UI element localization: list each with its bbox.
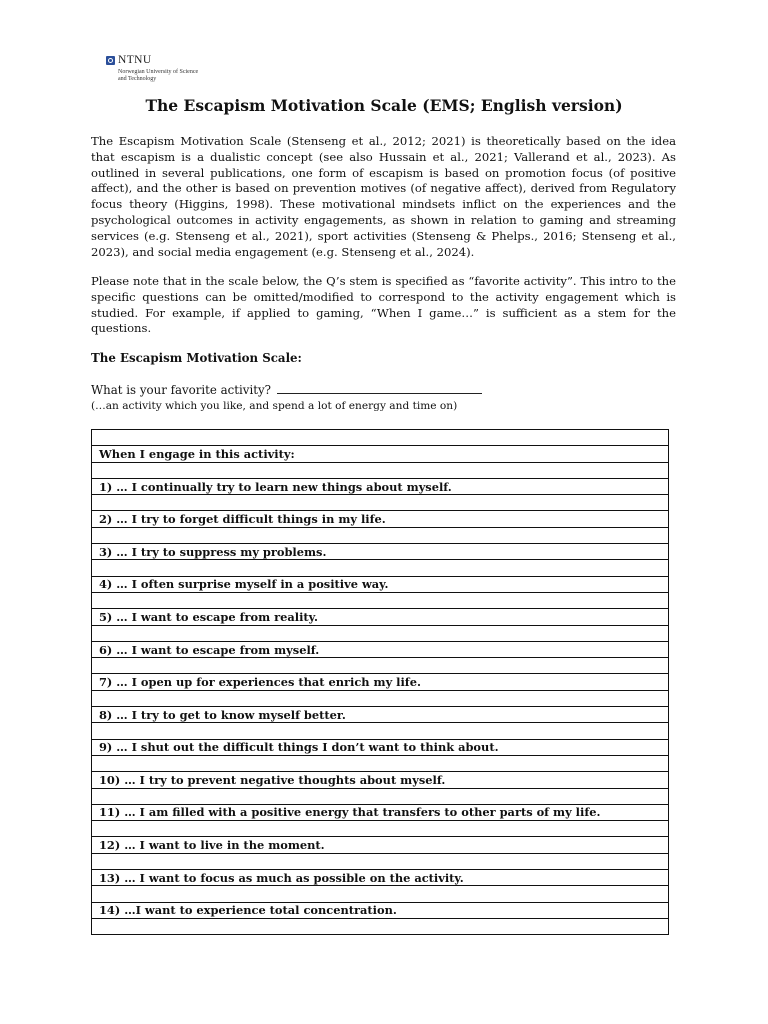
table-cell-blank [92, 658, 669, 674]
table-row-blank [92, 918, 669, 934]
table-cell-blank [92, 592, 669, 608]
table-cell-blank [92, 430, 669, 446]
ems-item: 13) … I want to focus as much as possible on the activity. [92, 870, 669, 886]
logo-subtitle: Norwegian University of Science and Technology [118, 69, 199, 82]
ems-item: 8) … I try to get to know myself better. [92, 707, 669, 723]
table-row [92, 641, 669, 657]
question-hint: (…an activity which you like, and spend a lot of energy and time on) [91, 400, 458, 412]
table-row-blank [92, 690, 669, 706]
table-row-blank [92, 658, 669, 674]
table-row-blank [92, 821, 669, 837]
favorite-activity-question [91, 383, 482, 397]
ems-item: 3) … I try to suppress my problems. [92, 544, 669, 560]
table-row [92, 902, 669, 918]
ems-item: 9) … I shut out the difficult things I don’t want to think about. [92, 739, 669, 755]
table-row-blank [92, 853, 669, 869]
table-row-blank [92, 527, 669, 543]
table-row-blank [92, 788, 669, 804]
table-cell-blank [92, 886, 669, 902]
table-cell-blank [92, 462, 669, 478]
table-row-blank [92, 592, 669, 608]
table-row-blank [92, 462, 669, 478]
note-paragraph: Please note that in the scale below, the Q’s stem is specified as “favorite activity”. This intro to the specific questions can be omitted/modified to correspond to the activity engagement which is studied. For example, if applied to gaming, “When I game…” is sufficient as a stem for the questions. [91, 274, 676, 336]
ntnu-logo-icon [106, 56, 115, 65]
ems-item: 1) … I continually try to learn new things about myself. [92, 478, 669, 494]
table-cell-blank [92, 560, 669, 576]
table-row-stem [92, 446, 669, 462]
ems-item: 10) … I try to prevent negative thoughts about myself. [92, 772, 669, 788]
table-row [92, 674, 669, 690]
table-cell-blank [92, 918, 669, 934]
table-row [92, 772, 669, 788]
ems-items-table [91, 429, 669, 935]
table-cell-blank [92, 755, 669, 771]
ems-item: 2) … I try to forget difficult things in my life. [92, 511, 669, 527]
table-cell-blank [92, 690, 669, 706]
table-row [92, 478, 669, 494]
intro-paragraph: The Escapism Motivation Scale (Stenseng et al., 2012; 2021) is theoretically based on the idea that escapism is a dualistic concept (see also Hussain et al., 2021; Vallerand et al., 2023). As outlined in several publications, one form of escapism is based on promotion focus (of positive affect), and the other is based on prevention motives (of negative affect), derived from Regulatory focus theory (Higgins, 1998). These motivational mindsets inflict on the experiences and the psychological outcomes in activity engagements, as shown in relation to gaming and streaming services (e.g. Stenseng et al., 2021), sport activities (Stenseng & Phelps., 2016; Stenseng et al., 2023), and social media engagement (e.g. Stenseng et al., 2024). [91, 134, 676, 259]
favorite-activity-blank[interactable] [277, 385, 482, 394]
table-row [92, 804, 669, 820]
table-row-blank [92, 560, 669, 576]
table-cell-blank [92, 495, 669, 511]
section-title: The Escapism Motivation Scale: [91, 351, 302, 365]
logo-name: NTNU [118, 54, 152, 66]
table-cell-blank [92, 625, 669, 641]
page-title: The Escapism Motivation Scale (EMS; English version) [145, 96, 623, 115]
table-row-blank [92, 430, 669, 446]
table-row [92, 609, 669, 625]
table-row-blank [92, 723, 669, 739]
ems-item: 14) …I want to experience total concentration. [92, 902, 669, 918]
table-cell-blank [92, 788, 669, 804]
table-cell-blank [92, 821, 669, 837]
table-row [92, 870, 669, 886]
table-cell-blank [92, 723, 669, 739]
ems-item: 11) … I am filled with a positive energy that transfers to other parts of my life. [92, 804, 669, 820]
ems-item: 6) … I want to escape from myself. [92, 641, 669, 657]
table-row-blank [92, 886, 669, 902]
table-row [92, 707, 669, 723]
table-stem: When I engage in this activity: [92, 446, 669, 462]
table-cell-blank [92, 853, 669, 869]
table-row-blank [92, 495, 669, 511]
table-row [92, 544, 669, 560]
ems-item: 5) … I want to escape from reality. [92, 609, 669, 625]
table-row-blank [92, 625, 669, 641]
table-row [92, 739, 669, 755]
table-row-blank [92, 755, 669, 771]
table-cell-blank [92, 527, 669, 543]
table-row [92, 511, 669, 527]
table-row [92, 576, 669, 592]
table-row [92, 837, 669, 853]
question-label: What is your favorite activity? [91, 383, 271, 397]
ems-item: 4) … I often surprise myself in a positive way. [92, 576, 669, 592]
ems-item: 7) … I open up for experiences that enrich my life. [92, 674, 669, 690]
ems-item: 12) … I want to live in the moment. [92, 837, 669, 853]
